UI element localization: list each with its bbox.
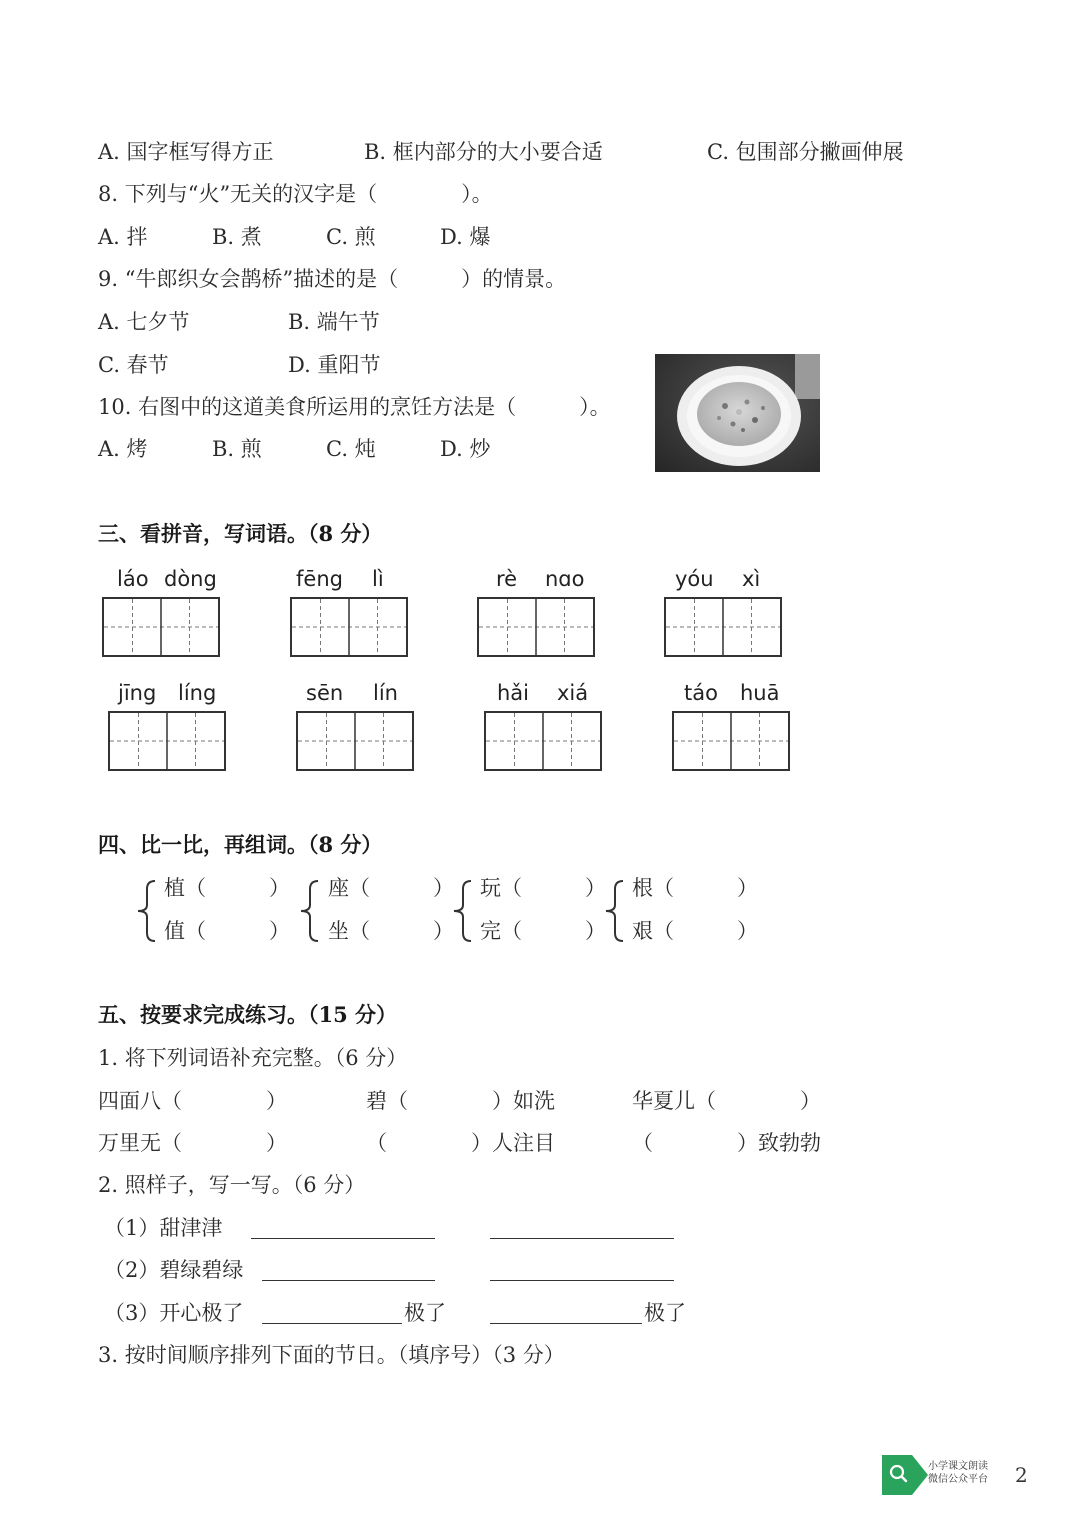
suffix-text: 极了 <box>644 1301 686 1325</box>
idiom-item: 万里无（ ） <box>98 1131 287 1155</box>
idiom-item: 碧（ ）如洗 <box>366 1089 555 1113</box>
wechat-logo <box>882 1455 1009 1495</box>
answer-line[interactable] <box>262 1280 435 1281</box>
example-word: （2）碧绿碧绿 <box>104 1258 244 1282</box>
compare-word: 坐（ ） <box>328 919 454 943</box>
pinyin-syllable: láo <box>117 567 149 591</box>
q8-stem: 8. 下列与“火”无关的汉字是（ ）。 <box>98 182 493 206</box>
q9-option: B. 端午节 <box>288 310 380 334</box>
pinyin-syllable: dòng <box>164 567 217 591</box>
q10-option: A. 烤 <box>98 437 148 461</box>
pinyin-syllable: rè <box>496 567 518 591</box>
q7-option-b: B. 框内部分的大小要合适 <box>364 140 603 164</box>
compare-word: 根（ ） <box>632 876 758 900</box>
pinyin-syllable: hǎi <box>497 681 530 705</box>
section5-title: 五、按要求完成练习。（15 分） <box>98 1002 398 1027</box>
section3-title: 三、看拼音，写词语。（8 分） <box>98 521 383 546</box>
left-brace-icon <box>296 878 322 944</box>
pinyin-syllable: lì <box>372 567 384 591</box>
writing-grid[interactable] <box>484 711 602 771</box>
q8-option: D. 爆 <box>440 225 491 249</box>
pinyin-syllable: jīng <box>118 681 157 705</box>
writing-grid[interactable] <box>108 711 226 771</box>
pinyin-syllable: táo <box>684 681 718 705</box>
logo-line1: 小学课文朗读 <box>928 1461 988 1472</box>
pinyin-syllable: xì <box>742 567 761 591</box>
q7-option-a: A. 国字框写得方正 <box>98 140 274 164</box>
answer-line[interactable] <box>490 1323 642 1324</box>
pinyin-syllable: líng <box>178 681 217 705</box>
q10-option: D. 炒 <box>440 437 491 461</box>
pinyin-syllable: lín <box>373 681 398 705</box>
q10-stem: 10. 右图中的这道美食所运用的烹饪方法是（ ）。 <box>98 395 611 419</box>
q8-option: B. 煮 <box>212 225 262 249</box>
pinyin-syllable: huā <box>740 681 780 705</box>
q2-stem: 2. 照样子，写一写。（6 分） <box>98 1173 366 1197</box>
writing-grid[interactable] <box>664 597 782 657</box>
q9-option: D. 重阳节 <box>288 353 381 377</box>
q1-stem: 1. 将下列词语补充完整。（6 分） <box>98 1046 408 1070</box>
pinyin-syllable: fēng <box>296 567 343 591</box>
left-brace-icon <box>601 878 627 944</box>
compare-word: 完（ ） <box>480 919 606 943</box>
idiom-item: 四面八（ ） <box>98 1089 287 1113</box>
compare-word: 值（ ） <box>164 919 290 943</box>
writing-grid[interactable] <box>672 711 790 771</box>
q9-stem: 9. “牛郎织女会鹊桥”描述的是（ ）的情景。 <box>98 267 567 291</box>
page-number: 2 <box>1015 1463 1028 1487</box>
left-brace-icon <box>449 878 475 944</box>
pinyin-syllable: yóu <box>675 567 714 591</box>
writing-grid[interactable] <box>102 597 220 657</box>
answer-line[interactable] <box>490 1238 674 1239</box>
idiom-item: （ ）致勃勃 <box>632 1131 821 1155</box>
answer-line[interactable] <box>490 1280 674 1281</box>
answer-line[interactable] <box>251 1238 435 1239</box>
compare-word: 植（ ） <box>164 876 290 900</box>
q9-option: A. 七夕节 <box>98 310 190 334</box>
writing-grid[interactable] <box>290 597 408 657</box>
compare-word: 玩（ ） <box>480 876 606 900</box>
idiom-item: （ ）人注目 <box>366 1131 555 1155</box>
q9-option: C. 春节 <box>98 353 169 377</box>
compare-word: 座（ ） <box>328 876 454 900</box>
writing-grid[interactable] <box>296 711 414 771</box>
left-brace-icon <box>133 878 159 944</box>
q10-option: B. 煎 <box>212 437 262 461</box>
pinyin-syllable: nɑo <box>545 567 585 591</box>
compare-word: 艰（ ） <box>632 919 758 943</box>
q8-option: A. 拌 <box>98 225 148 249</box>
fried-rice-photo <box>655 354 820 472</box>
example-word: （3）开心极了 <box>104 1301 244 1325</box>
section4-title: 四、比一比，再组词。（8 分） <box>98 832 383 857</box>
logo-line2: 微信公众平台 <box>928 1474 988 1485</box>
idiom-item: 华夏儿（ ） <box>632 1089 821 1113</box>
pinyin-syllable: xiá <box>557 681 589 705</box>
example-word: （1）甜津津 <box>104 1216 223 1240</box>
writing-grid[interactable] <box>477 597 595 657</box>
q7-option-c: C. 包围部分撇画伸展 <box>707 140 904 164</box>
suffix-text: 极了 <box>404 1301 446 1325</box>
q3-stem: 3. 按时间顺序排列下面的节日。（填序号）（3 分） <box>98 1343 565 1367</box>
answer-line[interactable] <box>262 1323 402 1324</box>
search-icon <box>882 1455 928 1495</box>
pinyin-syllable: sēn <box>306 681 344 705</box>
q10-option: C. 炖 <box>326 437 376 461</box>
q8-option: C. 煎 <box>326 225 376 249</box>
